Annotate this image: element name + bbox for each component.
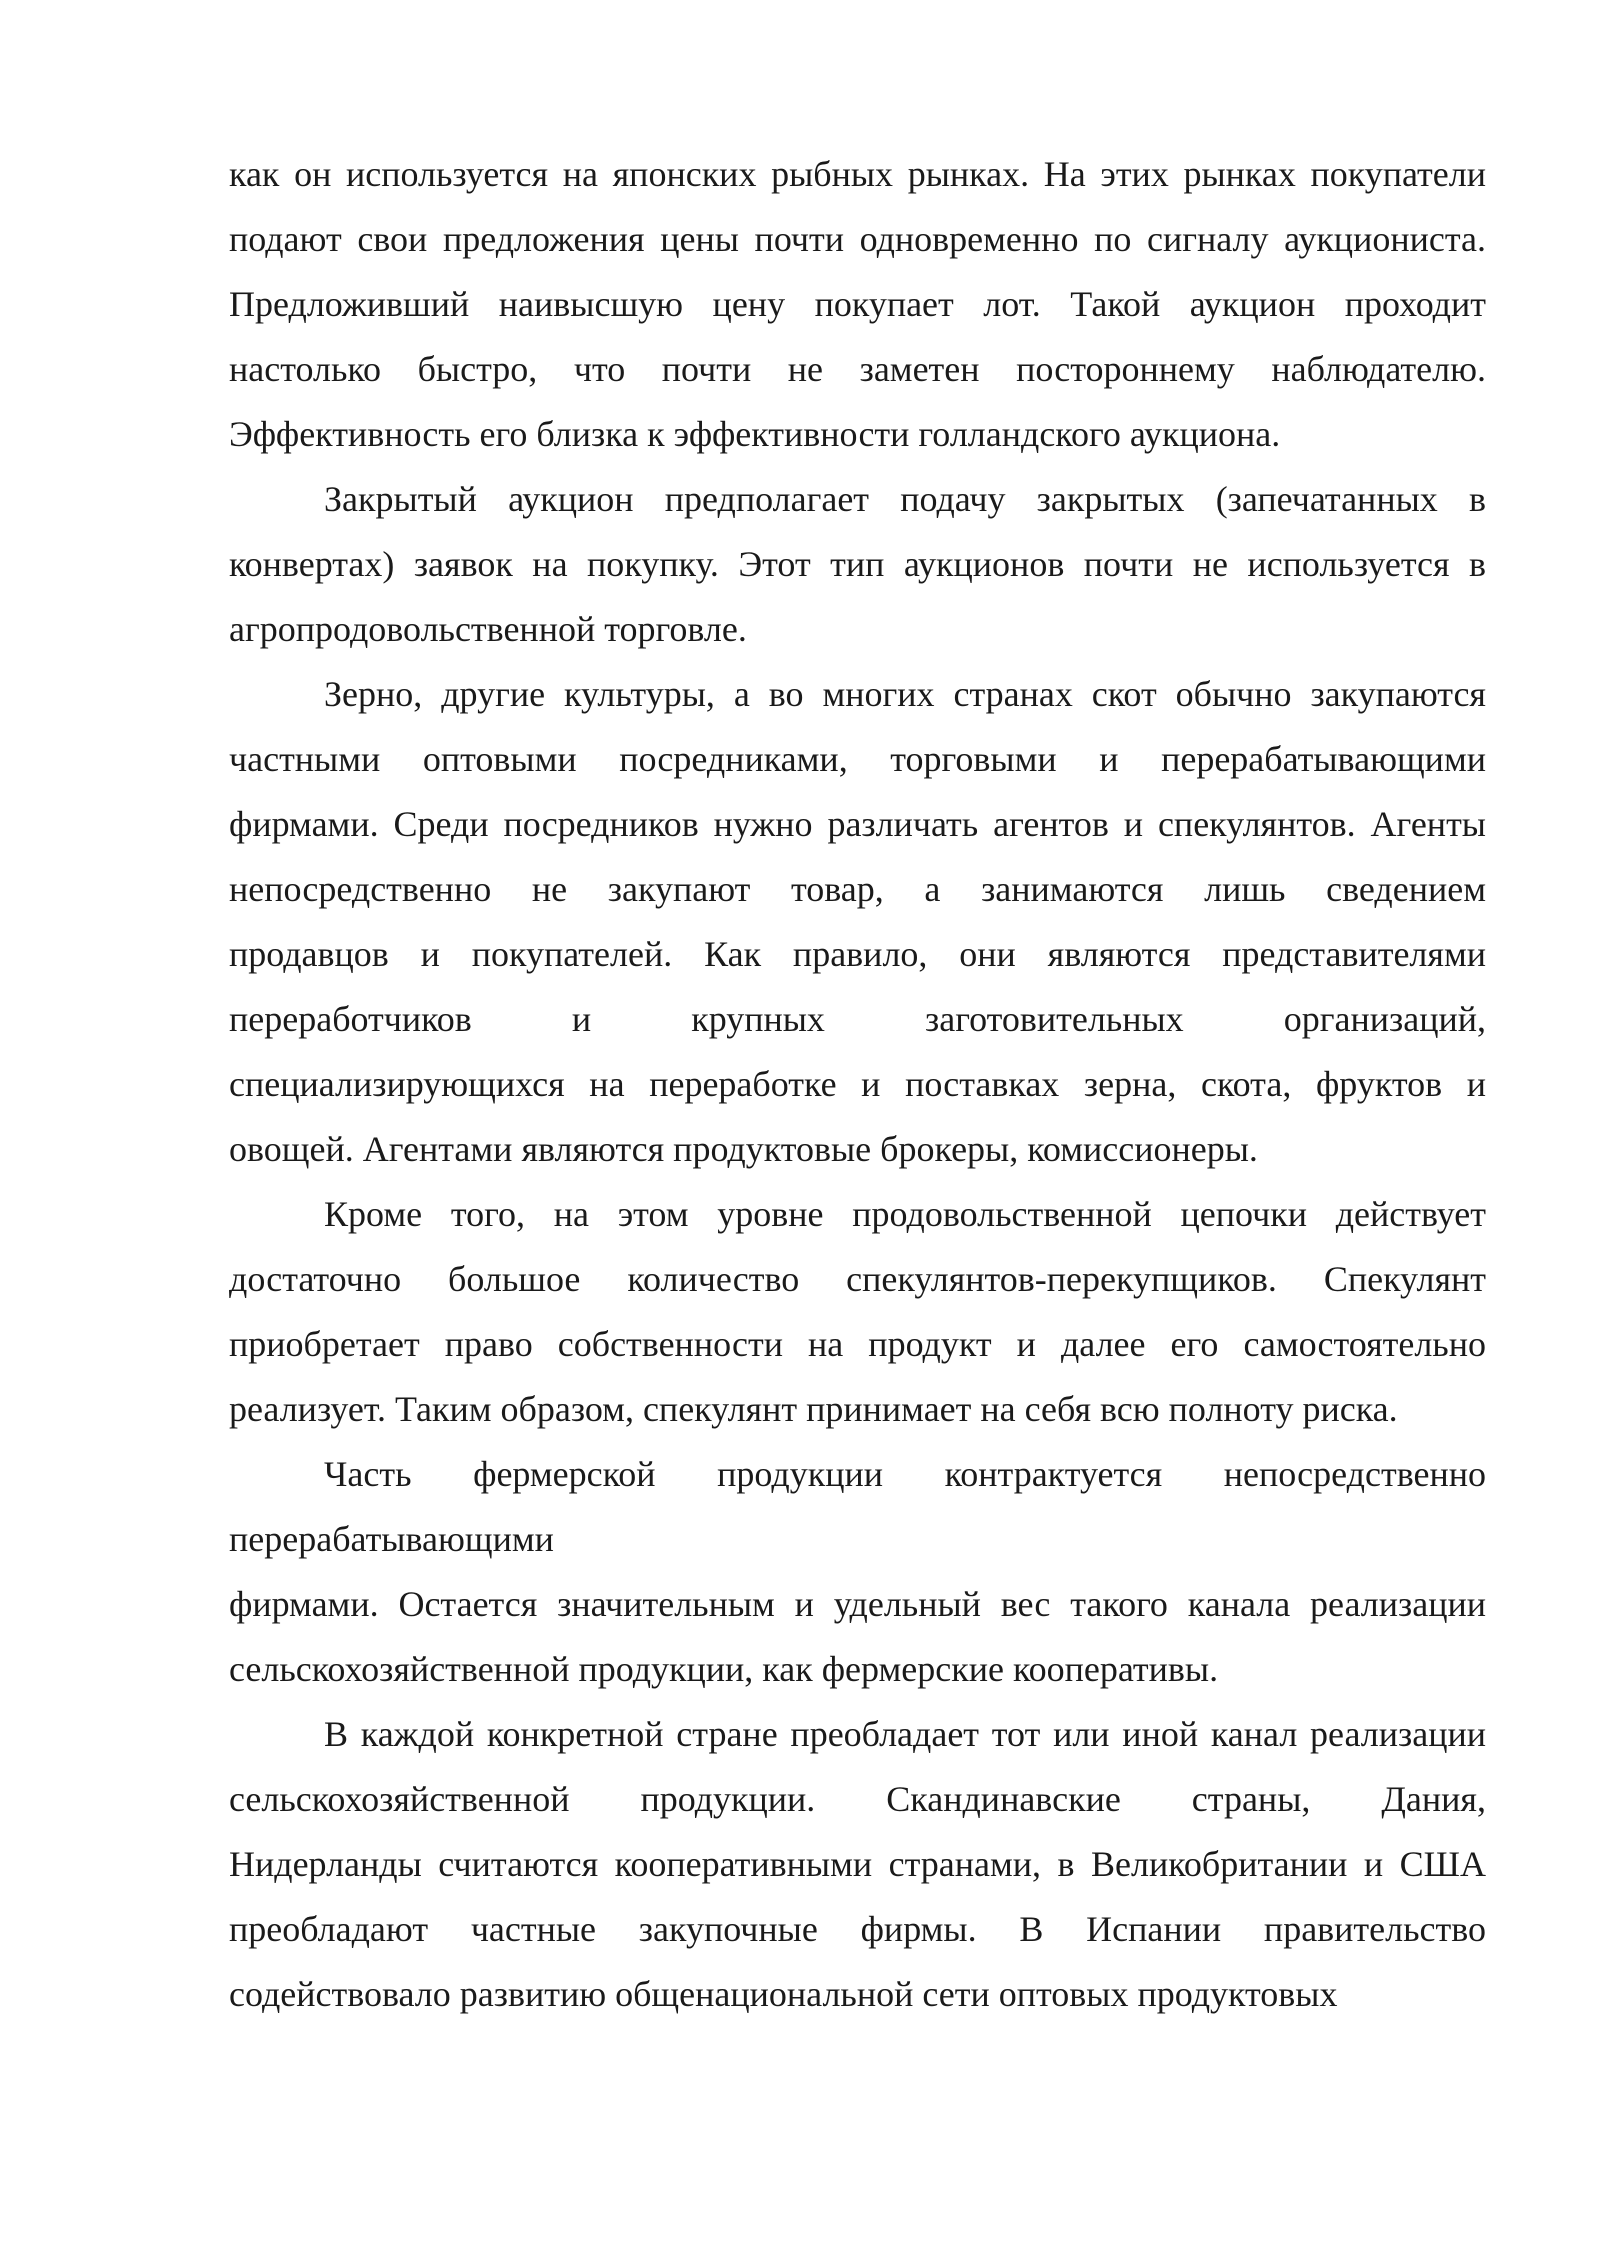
- text-line: реализует. Таким образом, спекулянт принимает на себя всю полноту риска.: [229, 1389, 1398, 1429]
- text-line: продавцов и покупателей. Как правило, они являются представителями: [229, 934, 1486, 974]
- text-line: содействовало развитию общенациональной сети оптовых продуктовых: [229, 1974, 1338, 2014]
- text-line: фирмами. Среди посредников нужно различать агентов и спекулянтов. Агенты: [229, 804, 1486, 844]
- paragraph-first-line: В каждой конкретной стране преобладает тот или иной канал реализации: [324, 1714, 1486, 1754]
- text-line: непосредственно не закупают товар, а занимаются лишь сведением: [229, 869, 1486, 909]
- text-line: перерабатывающими: [229, 1519, 554, 1559]
- text-line: Эффективность его близка к эффективности голландского аукциона.: [229, 414, 1281, 454]
- paragraph-first-line: Кроме того, на этом уровне продовольственной цепочки действует: [324, 1194, 1486, 1234]
- text-line: частными оптовыми посредниками, торговыми и перерабатывающими: [229, 739, 1486, 779]
- text-line: Предложивший наивысшую цену покупает лот. Такой аукцион проходит: [229, 284, 1486, 324]
- paragraph-first-line: Зерно, другие культуры, а во многих странах скот обычно закупаются: [324, 674, 1486, 714]
- text-line: настолько быстро, что почти не заметен постороннему наблюдателю.: [229, 349, 1486, 389]
- text-line: конвертах) заявок на покупку. Этот тип аукционов почти не используется в: [229, 544, 1486, 584]
- text-line: подают свои предложения цены почти одновременно по сигналу аукциониста.: [229, 219, 1486, 259]
- text-line: преобладают частные закупочные фирмы. В Испании правительство: [229, 1909, 1486, 1949]
- text-line: приобретает право собственности на продукт и далее его самостоятельно: [229, 1324, 1486, 1364]
- paragraph-first-line: Часть фермерской продукции контрактуется непосредственно: [324, 1454, 1486, 1494]
- text-line: сельскохозяйственной продукции, как фермерские кооперативы.: [229, 1649, 1219, 1689]
- text-line: специализирующихся на переработке и поставках зерна, скота, фруктов и: [229, 1064, 1486, 1104]
- text-line: овощей. Агентами являются продуктовые брокеры, комиссионеры.: [229, 1129, 1258, 1169]
- text-line: переработчиков и крупных заготовительных организаций,: [229, 999, 1486, 1039]
- text-line: достаточно большое количество спекулянтов-перекупщиков. Спекулянт: [229, 1259, 1486, 1299]
- text-line: как он используется на японских рыбных рынках. На этих рынках покупатели: [229, 154, 1486, 194]
- body-text: [229, 142, 1486, 2027]
- text-line: Нидерланды считаются кооперативными странами, в Великобритании и США: [229, 1844, 1486, 1884]
- text-line: агропродовольственной торговле.: [229, 609, 747, 649]
- text-line: фирмами. Остается значительным и удельный вес такого канала реализации: [229, 1584, 1486, 1624]
- text-line: сельскохозяйственной продукции. Скандинавские страны, Дания,: [229, 1779, 1486, 1819]
- paragraph-first-line: Закрытый аукцион предполагает подачу закрытых (запечатанных в: [324, 479, 1486, 519]
